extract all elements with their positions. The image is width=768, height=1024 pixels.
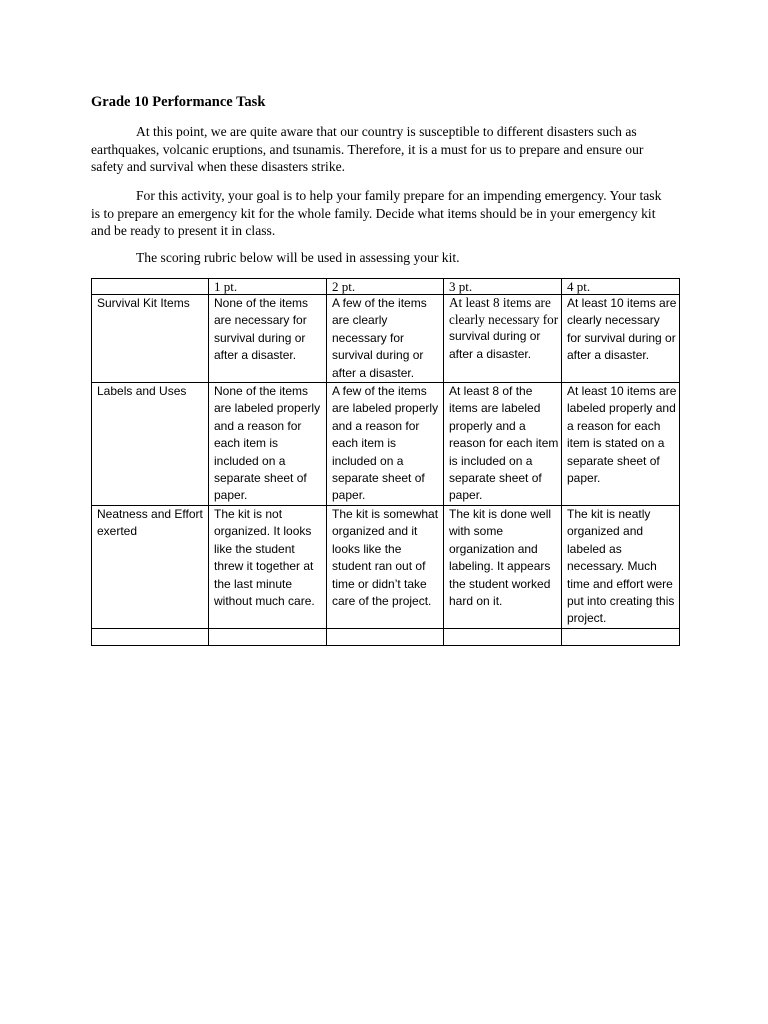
rubric-row bbox=[92, 383, 680, 506]
rubric-cell: The kit is neatly organized and labeled as necessary. Much time and effort were put into creating this project. bbox=[562, 505, 680, 628]
rubric-empty-row bbox=[92, 628, 680, 645]
rubric-cell: At least 10 items are clearly necessary for survival during or after a disaster. bbox=[562, 295, 680, 383]
intro-paragraph bbox=[91, 123, 643, 176]
paragraph-line: and be ready to present it in class. bbox=[91, 223, 276, 238]
paragraph-line: At this point, we are quite aware that our country is susceptible to different disasters such as bbox=[136, 124, 637, 139]
rubric-cell: The kit is somewhat organized and it looks like the student ran out of time or didn’t take care of the project. bbox=[327, 505, 444, 628]
rubric-cell: At least 8 of the items are labeled properly and a reason for each item is included on a separate sheet of paper. bbox=[444, 383, 562, 506]
task-paragraph bbox=[91, 187, 661, 240]
rubric-empty-cell bbox=[444, 628, 562, 645]
rubric-empty-cell bbox=[92, 628, 209, 645]
rubric-cell: None of the items are necessary for survival during or after a disaster. bbox=[209, 295, 327, 383]
rubric-criterion-cell: Labels and Uses bbox=[92, 383, 209, 506]
rubric-header-cell: 3 pt. bbox=[444, 279, 562, 295]
rubric-header-row bbox=[92, 279, 680, 295]
rubric-header-cell bbox=[92, 279, 209, 295]
rubric-row bbox=[92, 295, 680, 383]
rubric-row bbox=[92, 505, 680, 628]
rubric-empty-cell bbox=[562, 628, 680, 645]
rubric-cell: A few of the items are labeled properly and a reason for each item is included on a separate sheet of paper. bbox=[327, 383, 444, 506]
rubric-cell: A few of the items are clearly necessary for survival during or after a disaster. bbox=[327, 295, 444, 383]
paragraph-line: earthquakes, volcanic eruptions, and tsunamis. Therefore, it is a must for us to prepare and ensure our bbox=[91, 141, 644, 157]
paragraph-line: safety and survival when these disasters strike. bbox=[91, 159, 346, 174]
paragraph-line: The scoring rubric below will be used in assessing your kit. bbox=[136, 250, 460, 265]
rubric-criterion-cell: Survival Kit Items bbox=[92, 295, 209, 383]
rubric-criterion-cell: Neatness and Effort exerted bbox=[92, 505, 209, 628]
paragraph-line: is to prepare an emergency kit for the whole family. Decide what items should be in your emergency kit bbox=[91, 205, 656, 221]
rubric-header-cell: 1 pt. bbox=[209, 279, 327, 295]
paragraph-line: For this activity, your goal is to help your family prepare for an impending emergency. Your task bbox=[136, 188, 662, 203]
rubric-empty-cell bbox=[209, 628, 327, 645]
rubric-cell-text: At least 8 items are clearly necessary for bbox=[449, 295, 559, 327]
rubric-cell: None of the items are labeled properly and a reason for each item is included on a separate sheet of paper. bbox=[209, 383, 327, 506]
scoring-rubric-table bbox=[91, 278, 680, 646]
rubric-cell: At least 10 items are labeled properly and a reason for each item is stated on a separate sheet of paper. bbox=[562, 383, 680, 506]
rubric-header-cell: 2 pt. bbox=[327, 279, 444, 295]
rubric-empty-cell bbox=[327, 628, 444, 645]
rubric-cell: The kit is done well with some organization and labeling. It appears the student worked hard on it. bbox=[444, 505, 562, 628]
rubric-header-cell: 4 pt. bbox=[562, 279, 680, 295]
rubric-cell: The kit is not organized. It looks like the student threw it together at the last minute without much care. bbox=[209, 505, 327, 628]
rubric-cell bbox=[444, 295, 562, 383]
rubric-intro-paragraph bbox=[91, 249, 460, 267]
rubric-cell-text: survival during or after a disaster. bbox=[449, 329, 541, 361]
document-title: Grade 10 Performance Task bbox=[91, 94, 266, 110]
